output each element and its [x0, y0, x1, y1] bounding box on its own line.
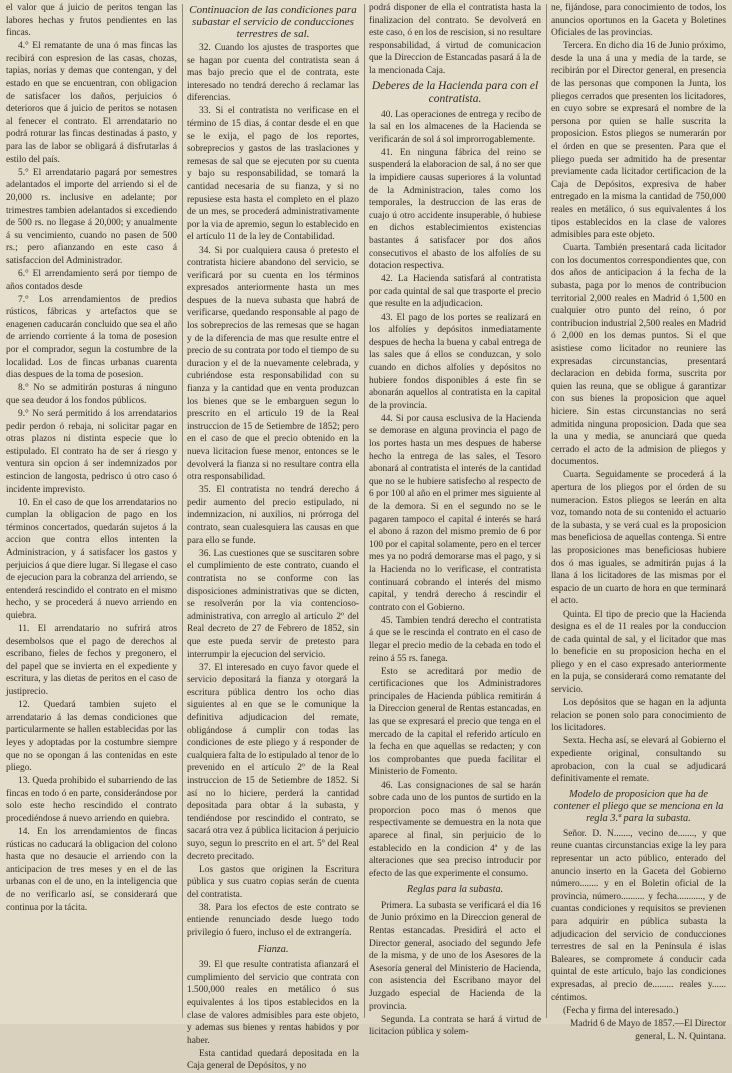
- paragraph: Señor. D. N......., vecino de......., y que reune cuantas circunstancias exige la ley para representar un acto público, enterado del anuncio inserto en la Gaceta del Gobierno número........ y en el Boletin oficial de la provincia, número.......... y fecha..........., y de cuantas condiciones y requisitos se previenen para adquirir en pública subasta la adjudicacion del servicio de conducciones terrestres de sal en la Península é islas Baleares, se compromete á conducir cada quintal de este artículo, bajo las condiciones expresadas, al precio de......... reales y...... céntimos.: [551, 828, 726, 1003]
- section-heading: Deberes de la Hacienda para con el contratista.: [371, 79, 539, 106]
- paragraph: podrá disponer de ella el contratista hasta la finalizacion del contrato. Se devolverá en este caso, ó en los de rescision, si no resultare responsabilidad, á virtud de comunicacion que la Direccion de Estancadas pasará á la de la mencionada Caja.: [369, 3, 541, 76]
- column-divider: [364, 4, 365, 1018]
- paragraph: Los depósitos que se hagan en la adjunta relacion se ponen solo para conocimiento de los licitadores.: [551, 698, 726, 734]
- section-heading: Modelo de proposicion que ha de contener el pliego que se menciona en la regla 3.ª para la subasta.: [553, 788, 724, 824]
- paragraph: ne, fijándose, para conocimiento de todos, los anuncios oportunos en la Gaceta y Boletines Oficiales de las provincias.: [551, 3, 726, 39]
- column-4: [551, 2, 726, 1042]
- signature-line: Madrid 6 de Mayo de 1857.—El Director general, L. N. Quintana.: [570, 1019, 726, 1042]
- paragraph: Quinta. El tipo de precio que la Hacienda designa es el de 11 reales por la conduccion de cada quintal de sal, y el licitador que mas lo beneficie en su proposicion hecha en el pliego y en el caso expresado anteriormente en la puja, se considerará como rematante del servicio.: [551, 609, 726, 696]
- paragraph: 11. El arrendatario no sufrirá atros desembolsos que el pago de derechos al escribano, fieles de fechos y pregonero, el del papel que se invierta en el expediente y escritura, y las dietas de peritos en el caso de justiprecio.: [6, 624, 177, 698]
- paragraph: Tercera. En dicho dia 16 de Junio próximo, desde la una á una y media de la tarde, se recibirán por el Director general, en presencia de las personas que componen la Junta, los pliegos cerrados que presenten los licitadores, en cuyo sobre se expresará el nombre de la persona por quien se halle suscrita la proposicion. Estos pliegos se numerarán por el órden en que se presenten. Para que el pliego pueda ser admitido ha de presentar previamente cada licitador certificacion de la Caja de Depósitos, expresiva de haber entregado en la misma la cantidad de 750,000 reales en metálico, ó sus equivalentes á los tipos establecidos en la clase de valores admisibles para este objeto.: [551, 41, 726, 241]
- section-heading: Fianza.: [257, 943, 289, 955]
- paragraph: 32. Cuando los ajustes de trasportes que se hagan por cuenta del contratista sean á mas bajo precio que el de contrata, este interesado no tendrá derecho á reclamar las diferencias.: [187, 43, 359, 104]
- paragraph: 12. Quedará tambien sujeto el arrendatario á las demas condiciones que particularmente se hallen establecidas por las leyes y adoptadas por la costumbre siempre que no se opongan á las contenidas en este pliego.: [6, 700, 177, 774]
- column-1: [6, 2, 177, 1020]
- paragraph: Segunda. La contrata se hará á virtud de licitacion pública y solem-: [369, 1014, 541, 1038]
- paragraph: 45. Tambien tendrá derecho el contratista á que se le rescinda el contrato en el caso de llegar el precio medio de la cebada en todo el reino á 55 rs. fanega.: [369, 615, 541, 664]
- paragraph: 44. Si por causa esclusiva de la Hacienda se demorase en alguna provincia el pago de los portes hasta un mes despues de haberse hecho la entrega de las sales, el Tesoro abonará al contratista el interés de la cantidad que no se le hubiere satisfecho al respecto de 6 por 100 al año en el primer mes siguiente al de la demora. Si en el segundo no se le pagaren tampoco el capital é interés se hará el abono á razon del mismo premio de 6 por 100 por el capital solamente, pero en el tercer mes ya no podrá demorarse mas el pago, y si la Hacienda no lo verificase, el contratista continuará cobrando el interés del mismo capital, y tendrá derecho á rescindir el contrato con el Gobierno.: [369, 413, 541, 613]
- column-3: [369, 2, 541, 1038]
- paragraph: Primera. La subasta se verificará el dia 16 de Junio próximo en la Direccion general de Rentas estancadas. Presidirá el acto el Director general, asociado del segundo Jefe de la misma, y de uno de los Asesores de la Asesoría general del Ministerio de Hacienda, con asistencia del Escribano mayor del Juzgado especial de Hacienda de la provincia.: [369, 900, 541, 1012]
- section-heading: Reglas para la subasta.: [406, 884, 504, 896]
- paragraph: 14. En los arrendamientos de fincas rústicas no caducará la obligacion del colono hasta que no desaucie el arriendo con la anticipacion de tres meses y en el de las urbanas con el de uno, en la inteligencia que de no verificarlo así, se considerará que continua por la tácita.: [6, 827, 177, 913]
- paragraph: 4.° El rematante de una ó mas fincas las recibirá con espresion de las casas, chozas, tapias, norias y demas que contengan, y del estado en que se encuentran, con obligacion de satisfacer los daños, perjuicios ó deterioros que á juicio de peritos se notasen al fenecer el contrato. El arrendatario no podrá roturar las fincas destinadas á pasto, y para las de labor se obligará á disfrutarlas á estilo del país.: [6, 41, 177, 165]
- paragraph: 8.° No se admitirán posturas á ninguno que sea deudor á los fondos públicos.: [6, 383, 177, 406]
- paragraph: 36. Las cuestiones que se suscitaren sobre el cumplimiento de este contrato, cuando el contratista no se conforme con las disposiciones administrativas que se dicten, se resolverán por la via contencioso-administrativa, con arreglo al artículo 2º del Real decreto de 27 de Febrero de 1852, sin que este pueda servir de pretesto para interrumpir la ejecucion del servicio.: [187, 548, 359, 660]
- paragraph: 10. En el caso de que los arrendatarios no cumplan la obligacion de pago en los términos concertados, quedarán sujetos á la accion que contra ellos intenten la Administracion, y á satisfacer los gastos y perjuicios á que diere lugar. Si llegase el caso de ejecucion para la cobranza del arriendo, se entenderá rescindido el contrato en el mismo hecho, y se procederá á nuevo arriendo en quiebra.: [6, 497, 177, 621]
- paragraph: 37. El interesado en cuyo favor quede el servicio depositará la fianza y otorgará la escritura pública dentro los ocho dias siguientes al en que se le comunique la definitiva adjudicacion del remate, obligándose á cumplir con todas las condiciones de este pliego y á responder de cualquiera falta de lo estipulado al tenor de lo prevenido en el artículo 2º de la Real instruccion de 15 de Setiembre de 1852. Si así no lo hiciere, perderá la cantidad depositada para obtar á la subasta, y tendiéndose por rescindido el contrato, se sacará otra vez á pública licitacion á perjuicio suyo, segun lo prescrito en el art. 5º del Real decreto precitado.: [187, 662, 359, 862]
- paragraph: 46. Las consignaciones de sal se harán sobre cada uno de los puntos de surtido en la proporcion poco mas ó menos que respectivamente se demuestra en la nota que aparece al final, sin perjuicio de lo establecido en la condicion 4ª y de las alteraciones que sea preciso introducir por efecto de las que experimente el consumo.: [369, 780, 541, 879]
- paragraph: 41. En ninguna fábrica del reino se suspenderá la elaboracion de sal, á no ser que la impidiere causas superiores á la voluntad de la Administracion, tales como los temporales, la destruccion de las eras de cuajo ú otro accidente insuperable, ó hubiese en dichos establecimientos existencias bastantes á satisfacer por dos años consecutivos el abasto de los alfolíes de su dotacion respectiva.: [369, 147, 541, 272]
- paragraph: 34. Si por cualquiera causa ó pretesto el contratista hiciere abandono del servicio, se verificará por su cuenta en los términos expresados anteriormente hasta un mes despues de la nueva subasta que habrá de verificarse, quedando responsable al pago de los sobreprecios de las remesas que se hagan y de la diferencia de mas que resulte entre el precio de su contrata por todo el tiempo de su duracion y el de la nuevamente celebrada, y cubriéndose esta responsabilidad con su fianza y la cantidad que en venta produzcan los bienes que se le embarguen segun lo prescrito en el artículo 19 de la Real instruccion de 15 de Setiembre de 1852; pero en el caso de que el precio obtenido en la nueva licitacion fuese menor, entonces se le devolverá la fianza si no resultare contra ella otra responsabilidad.: [187, 245, 359, 483]
- column-divider: [546, 4, 547, 1018]
- column-divider: [182, 4, 183, 1018]
- paragraph: 6.° El arrendamiento será por tiempo de años contados desde: [6, 268, 177, 292]
- paragraph: (Fecha y firma del interesado.): [563, 1005, 679, 1016]
- paragraph: Sexta. Hecha así, se elevará al Gobierno el expediente original, consultando su aprobacion, con la cual se adjudicará definitivamente el remate.: [551, 736, 726, 785]
- paragraph: 9.° No será permitido á los arrendatarios pedir perdon ó rebaja, ni solicitar pagar en otras plazos ni distinta especie que lo estipulado. El contrato ha de ser á riesgo y ventura sin opcion á ser indemnizados por estincion de langosta, pedrisco ú otro caso ó incidente imprevisto.: [6, 409, 177, 495]
- section-heading: Continuacion de las condiciones para subastar el servicio de conducciones terrestres de sal.: [189, 4, 357, 40]
- paragraph: 43. El pago de los portes se realizará en los alfolíes y depósitos inmediatamente despues de hecha la buena y cabal entrega de las sales que á ellos se conduzcan, y solo cuando en dichos alfolíes y depósitos no hubiere fondos disponibles á este fin se abonarán aquellos al contratista en la capital de la provincia.: [369, 312, 541, 411]
- paragraph: Cuarta. También presentará cada licitador con los documentos correspondientes que, con dos años de anticipacion á la fecha de la subasta, paga por lo menos de contribucion territorial 2,000 reales en Madrid ó 1,500 en cualquier otro punto del reino, ó por contribucion industrial 2,500 reales en Madrid ó 2,000 en los demas puntos. Si el que asistiese como licitador no reuniere las expresadas circunstancias, presentará declaracion en debida forma, suscrita por quien las reuna, que se obligue á garantizar con sus bienes la proposicion que aquel hiciere. Sin estas circunstancias no será admitida ninguna proposicion. Dada que sea la una y media, se anunciará que queda cerrado el acto de la admision de pliegos y documentos.: [551, 243, 726, 468]
- paragraph: 40. Las operaciones de entrega y recibo de la sal en los almacenes de la Hacienda se verificarán de sol á sol improrrogablemente.: [369, 109, 541, 145]
- paragraph: 5.° El arrendatario pagará por semestres adelantados el importe del arriendo si el de 20,000 rs. inclusive en adelante; por trimestres tambien adelantados si excediendo de 500 rs. no llegase á 20,000; y anualmente á su vencimiento, cuando no pasen de 500 rs.; pero afianzando en este caso á satisfaccion del Administrador.: [6, 167, 177, 266]
- paragraph: 33. Si el contratista no verificase en el término de 15 dias, á contar desde el en que se le exija, el pago de los reportes, sobreprecios y gastos de las traslaciones y remesas de sal que se ejecuten por su cuenta y bajo su responsabilidad, se tomará la cantidad necesaria de su fianza, y si no repusiese esta hasta el completo en el plazo de un mes, se procederá administrativamente por la via de apremio, segun lo establecido en el artículo 11 de la ley de Contabilidad.: [187, 106, 359, 243]
- paragraph: 35. El contratista no tendrá derecho á pedir aumento del precio estipulado, ni indemnizacion, ni auxilios, ni prórroga del contrato, sean cualesquiera las causas en que para ello se funde.: [187, 485, 359, 546]
- paragraph: 7.° Los arrendamientos de predios rústicos, fábricas y artefactos que se enagenen caducarán concluido que sea el año de arriendo corriente á la toma de posesion por el comprador, segun la costumbre de la localidad. Los de fincas urbanas cuarenta dias despues de la toma de posesion.: [6, 294, 177, 381]
- paragraph: Esta cantidad quedará depositada en la Caja general de Depósitos, y no: [187, 1048, 359, 1072]
- paragraph: 38. Para los efectos de este contrato se entiende renunciado desde luego todo privilegio ó fuero, incluso el de extrangería.: [187, 902, 359, 939]
- paragraph: Los gastos que originen la Escritura pública y sus cuatro copias serán de cuenta del contratista.: [187, 864, 359, 900]
- column-2: [187, 2, 359, 1072]
- paragraph: 42. La Hacienda satisfará al contratista por cada quintal de sal que trasporte el precio que resulte en la adjudicacion.: [369, 274, 541, 310]
- paragraph: el valor que á juicio de peritos tengan las labores hechas y frutos pendientes en las fincas.: [6, 3, 177, 39]
- paragraph: 13. Queda prohibido el subarriendo de las fincas en todo ó en parte, considerándose por solo este hecho rescindido el contrato procediéndose á nuevo arriendo en quiebra.: [6, 776, 177, 824]
- paragraph: Cuarta. Seguidamente se procederá á la apertura de los pliegos por el órden de su numeracion. Estos pliegos se leerán en alta voz, tomando nota de su contenido el actuario de la subasta, y se verá cual es la proposicion mas beneficiosa de aquellas contenga. Si entre las proposiciones mas beneficiosas hubiere dos ó mas iguales, se admitirán pujas á la llana á los licitadores de las mismas por el espacio de un cuarto de hora en que terminará el acto.: [551, 470, 726, 607]
- paragraph: Esto se acreditará por medio de certificaciones que los Administradores principales de Hacienda pública remitirán á la Direccion general de Rentas estancadas, en las que se expresará el precio que tenga en el mercado de la capital el referido artículo en la fecha en que aquellas se redacten; y con los comprobantes que pueda facilitar el Ministerio de Fomento.: [369, 666, 541, 778]
- paragraph: 39. El que resulte contratista afianzará el cumplimiento del servicio que contrata con 1.500,000 reales en metálico ó sus equivalentes á los tipos establecidos en la clase de valores admisibles para este objeto, y ademas sus bienes y rentas habidos y por haber.: [187, 960, 359, 1046]
